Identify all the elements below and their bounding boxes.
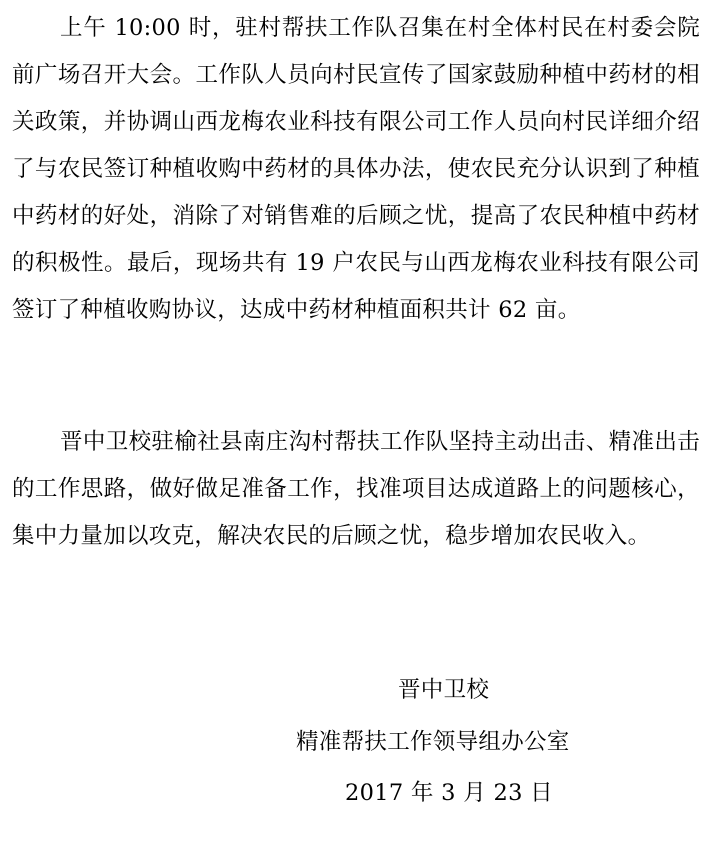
signature-office: 精准帮扶工作领导组办公室 <box>296 729 570 755</box>
body-paragraph-summary: 晋中卫校驻榆社县南庄沟村帮扶工作队坚持主动出击、精准出击的工作思路，做好做足准备工作，找准项目达成道路上的问题核心，集中力量加以攻克，解决农民的后顾之忧，稳步增加农民收入。 <box>12 429 700 549</box>
signature-date: 2017 年 3 月 23 日 <box>345 780 553 806</box>
signature-organization: 晋中卫校 <box>398 677 490 703</box>
body-paragraph-meeting: 上午 10:00 时，驻村帮扶工作队召集在村全体村民在村委会院前广场召开大会。工作队人员向村民宣传了国家鼓励种植中药材的相关政策，并协调山西龙梅农业科技有限公司工作人员向村民详细介绍了与农民签订种植收购中药材的具体办法，使农民充分认识到了种植中药材的好处，消除了对销售难的后顾之忧，提高了农民种植中药材的积极性。最后，现场共有 19 户农民与山西龙梅农业科技有限公司签订了种植收购协议，达成中药材种植面积共计 62 亩。 <box>12 15 700 323</box>
